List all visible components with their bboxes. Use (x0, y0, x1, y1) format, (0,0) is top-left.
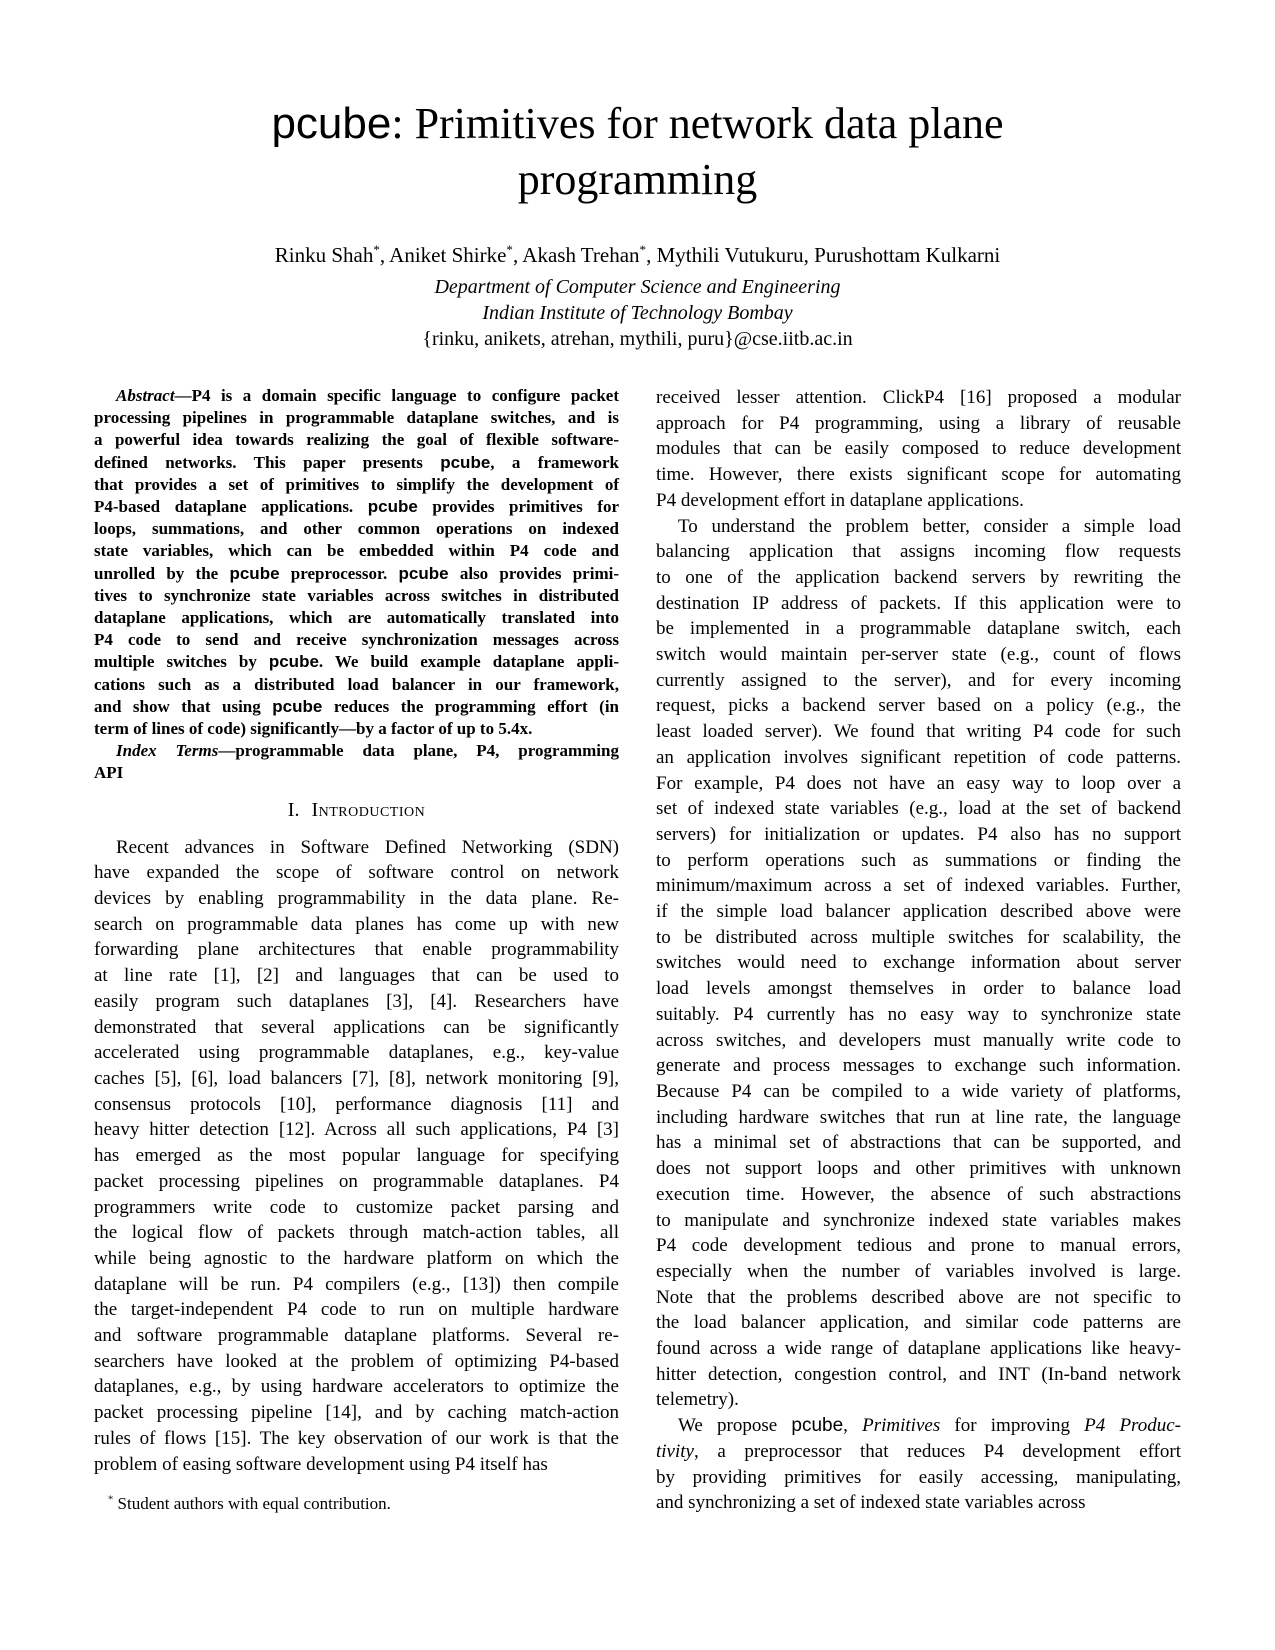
paragraph-continuation (656, 385, 1181, 514)
left-column (94, 385, 619, 1514)
title-line-1: pcube: Primitives for network data plane (271, 99, 1004, 148)
paper-header (0, 96, 1275, 352)
text-line: if the simple load balancer application described above were (656, 901, 1181, 923)
student-authors-footnote: * Student authors with equal contribution. (108, 1494, 391, 1514)
text-line: and synchronizing a set of indexed state variables across (656, 1492, 1086, 1514)
text-line: a powerful idea towards realizing the goal of flexible software- (94, 430, 619, 450)
right-column (656, 385, 1181, 1516)
author-list: Rinku Shah*, Aniket Shirke*, Akash Trehan*, Mythili Vutukuru, Purushottam Kulkarni (274, 242, 1001, 267)
text-line: and software programmable dataplane platforms. Several re- (94, 1325, 619, 1347)
text-line: We propose pcube, Primitives for improving P4 Produc- (678, 1415, 1181, 1437)
text-line: Note that the problems described above are not specific to (656, 1286, 1181, 1308)
text-line: does not support loops and other primitives with unknown (656, 1158, 1181, 1180)
text-line: has a minimal set of abstractions that can be supported, and (656, 1132, 1181, 1154)
text-line: destination IP address of packets. If this application were to (656, 592, 1181, 614)
text-line: set of indexed state variables (e.g., load at the set of backend (656, 798, 1181, 820)
text-line: suitably. P4 currently has no easy way to synchronize state (656, 1003, 1181, 1025)
text-line: packet processing pipeline [14], and by caching match-action (94, 1402, 619, 1424)
text-line: least loaded server). We found that writing P4 code for such (656, 721, 1181, 743)
text-line: has emerged as the most popular language for specifying (94, 1145, 619, 1167)
text-line: tivity, a preprocessor that reduces P4 development effort (656, 1440, 1181, 1462)
text-line: received lesser attention. ClickP4 [16] proposed a modular (656, 387, 1181, 408)
text-line: packet processing pipelines on programmable dataplanes. P4 (94, 1170, 619, 1192)
text-line: that provides a set of primitives to simplify the development of (94, 474, 619, 494)
text-line: consensus protocols [10], performance diagnosis [11] and (94, 1093, 619, 1115)
section-heading-introduction (94, 797, 619, 823)
text-line: search on programmable data planes has come up with new (94, 913, 619, 935)
text-line: P4 code to send and receive synchronization messages across (94, 630, 619, 650)
paper-title (0, 96, 1275, 208)
text-line: found across a wide range of dataplane applications like heavy- (656, 1338, 1181, 1360)
text-line: across switches, and developers must manually write code to (656, 1029, 1181, 1051)
text-line: approach for P4 programming, using a library of reusable (656, 412, 1181, 434)
text-line: at line rate [1], [2] and languages that can be used to (94, 965, 619, 987)
text-line: demonstrated that several applications can be significantly (94, 1016, 619, 1038)
text-line: P4 development effort in dataplane applications. (656, 489, 1024, 511)
text-line: to perform operations such as summations or finding the (656, 849, 1181, 871)
text-line: multiple switches by pcube. We build example dataplane appli- (94, 652, 619, 672)
text-line: dataplanes, e.g., by using hardware accelerators to optimize the (94, 1376, 619, 1398)
text-line: an application involves significant repetition of code patterns. (656, 746, 1181, 768)
text-line: the load balancer application, and similar code patterns are (656, 1312, 1181, 1334)
text-line: minimum/maximum across a set of indexed variables. Further, (656, 875, 1181, 897)
text-line: dataplane applications, which are automatically translated into (94, 608, 619, 628)
text-line: P4-based dataplane applications. pcube provides primitives for (94, 497, 619, 517)
text-line: servers) for initialization or updates. P4 also has no support (656, 823, 1181, 845)
index-terms (94, 740, 619, 784)
text-line: To understand the problem better, consider a simple load (678, 515, 1181, 537)
affiliation-department: Department of Computer Science and Engineering (434, 276, 841, 298)
author-emails: {rinku, anikets, atrehan, mythili, puru}@cse.iitb.ac.in (422, 328, 853, 350)
text-line: generate and process messages to exchange such information. (656, 1055, 1181, 1077)
paragraph-we-propose (656, 1413, 1181, 1516)
text-line: forwarding plane architectures that enable programmability (94, 939, 619, 961)
paragraph-load-balancer (656, 514, 1181, 1414)
text-line: switches would need to exchange information about server (656, 952, 1181, 974)
text-line: while being agnostic to the hardware platform on which the (94, 1247, 619, 1269)
abstract (94, 385, 619, 785)
text-line: telemetry). (656, 1389, 739, 1411)
text-line: Abstract—P4 is a domain specific language to configure packet (116, 386, 619, 405)
text-line: Recent advances in Software Defined Networking (SDN) (116, 836, 619, 858)
text-line: rules of flows [15]. The key observation of our work is that the (94, 1427, 619, 1449)
text-line: problem of easing software development using P4 itself has (94, 1453, 548, 1475)
text-line: heavy hitter detection [12]. Across all such applications, P4 [3] (94, 1119, 619, 1141)
text-line: including hardware switches that run at line rate, the language (656, 1106, 1181, 1128)
text-line: execution time. However, the absence of such abstractions (656, 1183, 1181, 1205)
text-line: devices by enabling programmability in the data plane. Re- (94, 888, 619, 910)
text-line: load levels amongst themselves in order to balance load (656, 978, 1181, 1000)
abstract-lines (94, 385, 619, 740)
text-line: to one of the application backend servers by rewriting the (656, 566, 1181, 588)
introduction-paragraph (94, 835, 619, 1478)
text-line: defined networks. This paper presents pcube, a framework (94, 452, 619, 472)
text-line: state variables, which can be embedded within P4 code and (94, 541, 619, 561)
text-line: currently assigned to the server), and for every incoming (656, 669, 1181, 691)
text-line: the logical flow of packets through match-action tables, all (94, 1222, 619, 1244)
text-line: to be distributed across multiple switches for scalability, the (656, 926, 1181, 948)
text-line: especially when the number of variables involved is large. (656, 1260, 1181, 1282)
section-number: I. (287, 798, 300, 821)
text-line: tives to synchronize state variables across switches in distributed (94, 585, 619, 605)
affiliation-institute: Indian Institute of Technology Bombay (482, 302, 793, 324)
text-line: modules that can be easily composed to reduce development (656, 438, 1181, 460)
section-title: Introduction (311, 798, 426, 821)
text-line: processing pipelines in programmable dataplane switches, and is (94, 408, 619, 428)
text-line: easily program such dataplanes [3], [4]. Researchers have (94, 990, 619, 1012)
text-line: balancing application that assigns incoming flow requests (656, 541, 1181, 563)
text-line: by providing primitives for easily accessing, manipulating, (656, 1466, 1181, 1488)
text-line: API (94, 763, 124, 783)
text-line: Because P4 can be compiled to a wide variety of platforms, (656, 1080, 1181, 1102)
text-line: caches [5], [6], load balancers [7], [8], network monitoring [9], (94, 1067, 619, 1089)
text-line: to manipulate and synchronize indexed state variables makes (656, 1209, 1181, 1231)
text-line: hitter detection, congestion control, and INT (In-band network (656, 1363, 1181, 1385)
text-line: switch would maintain per-server state (e.g., count of flows (656, 644, 1181, 666)
text-line: the target-independent P4 code to run on multiple hardware (94, 1299, 619, 1321)
text-line: dataplane will be run. P4 compilers (e.g., [13]) then compile (94, 1273, 619, 1295)
text-line: be implemented in a programmable dataplane switch, each (656, 618, 1181, 640)
text-line: unrolled by the pcube preprocessor. pcube also provides primi- (94, 563, 619, 583)
text-line: time. However, there exists significant scope for automating (656, 464, 1181, 486)
text-line: request, picks a backend server based on a policy (e.g., the (656, 695, 1181, 717)
text-line: P4 code development tedious and prone to manual errors, (656, 1235, 1181, 1257)
text-line: programmers write code to customize packet parsing and (94, 1196, 619, 1218)
text-line: searchers have looked at the problem of optimizing P4-based (94, 1350, 619, 1372)
text-line: and show that using pcube reduces the programming effort (in (94, 696, 620, 716)
text-line: have expanded the scope of software control on network (94, 862, 619, 884)
text-line: accelerated using programmable dataplanes, e.g., key-value (94, 1042, 619, 1064)
title-line-2: programming (517, 155, 758, 204)
text-line: term of lines of code) significantly—by a factor of up to 5.4x. (94, 719, 533, 739)
text-line: Index Terms—programmable data plane, P4, programming (116, 741, 619, 761)
text-line: For example, P4 does not have an easy way to loop over a (656, 772, 1181, 794)
text-line: cations such as a distributed load balancer in our framework, (94, 674, 619, 694)
text-line: loops, summations, and other common operations on indexed (94, 519, 619, 539)
